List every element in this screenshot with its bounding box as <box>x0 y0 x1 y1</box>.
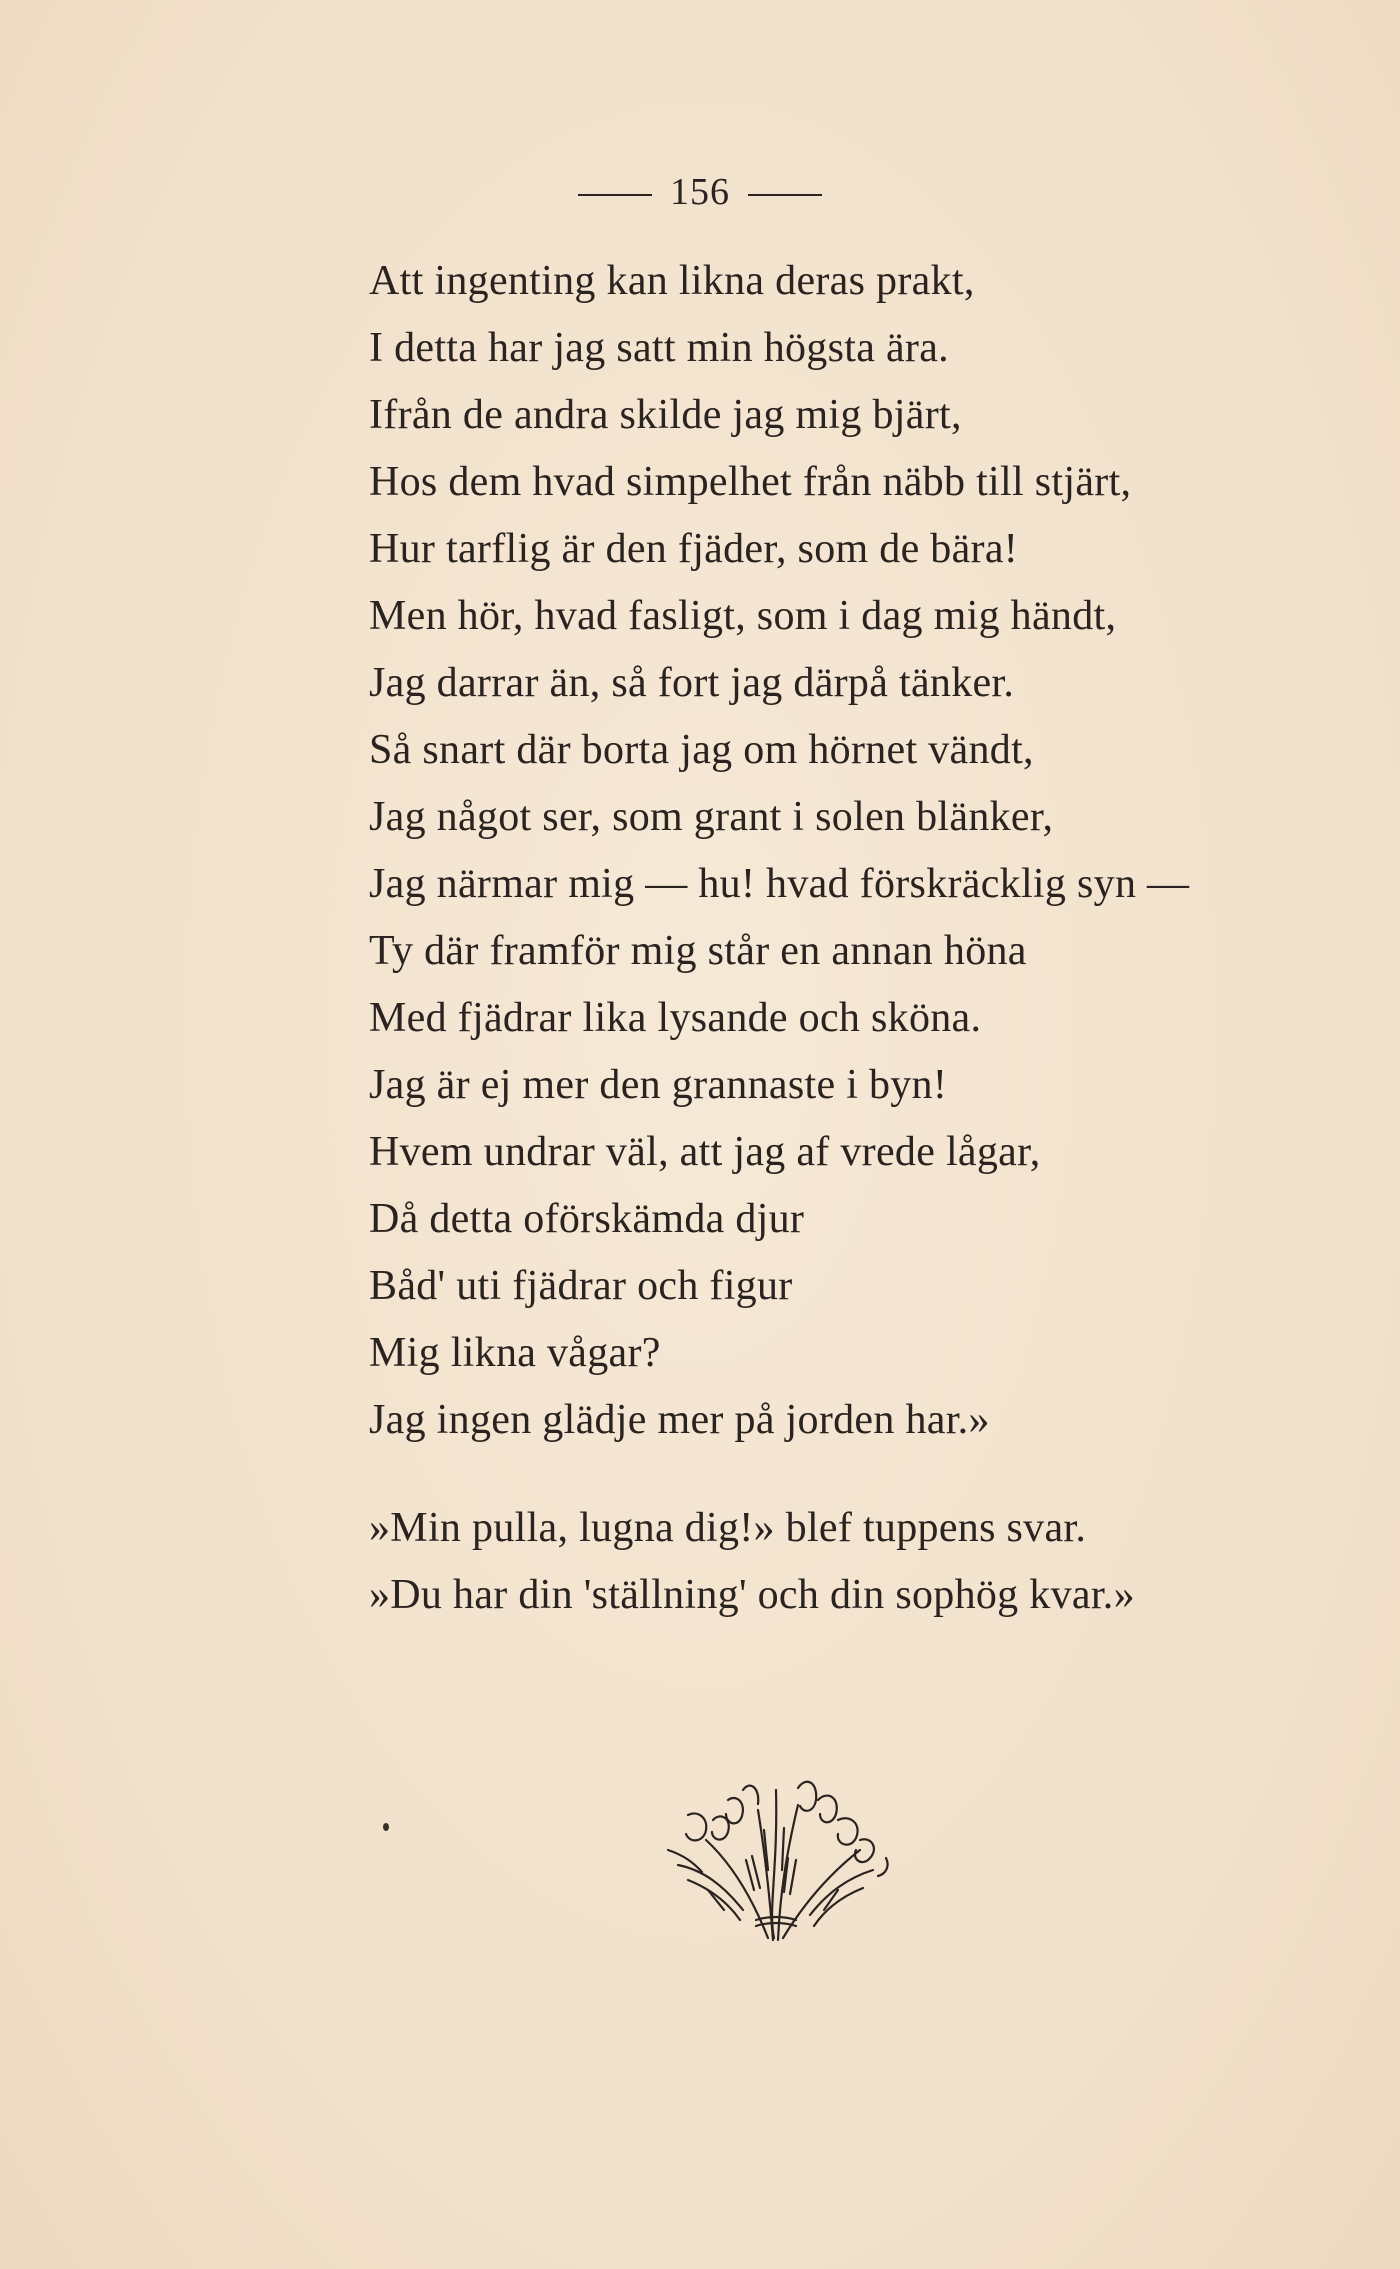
poem-line: Jag darrar än, så fort jag därpå tänker. <box>369 660 1015 706</box>
poem-stanza-1 <box>369 248 1189 1454</box>
ink-speck <box>383 1823 389 1831</box>
page-header <box>0 170 1400 214</box>
poem-line: Då detta oförskämda djur <box>369 1196 805 1242</box>
poem-line: Hos dem hvad simpelhet från näbb till stjärt, <box>369 459 1132 505</box>
page-number: 156 <box>670 171 730 213</box>
wheat-sheaf-vignette-icon <box>628 1770 918 1950</box>
poem-line: Hur tarflig är den fjäder, som de bära! <box>369 526 1019 572</box>
poem-line: Ty där framför mig står en annan höna <box>369 928 1027 974</box>
poem-line: Jag något ser, som grant i solen blänker, <box>369 794 1054 840</box>
poem-stanza-2 <box>369 1495 1135 1629</box>
poem-line: Jag närmar mig — hu! hvad förskräcklig syn — <box>369 861 1190 907</box>
poem-line: »Min pulla, lugna dig!» blef tuppens svar. <box>369 1505 1087 1551</box>
poem-line: Men hör, hvad fasligt, som i dag mig händt, <box>369 593 1117 639</box>
poem-line: I detta har jag satt min högsta ära. <box>369 325 949 371</box>
poem-line: Båd' uti fjädrar och figur <box>369 1263 793 1309</box>
header-dash-right <box>748 194 822 196</box>
poem-line: »Du har din 'ställning' och din sophög kvar.» <box>369 1572 1135 1618</box>
poem-line: Med fjädrar lika lysande och sköna. <box>369 995 982 1041</box>
poem-line: Ifrån de andra skilde jag mig bjärt, <box>369 392 962 438</box>
poem-line: Jag ingen glädje mer på jorden har.» <box>369 1397 990 1443</box>
header-dash-left <box>578 194 652 196</box>
poem-line: Jag är ej mer den grannaste i byn! <box>369 1062 948 1108</box>
poem-line: Mig likna vågar? <box>369 1330 661 1376</box>
poem-line: Att ingenting kan likna deras prakt, <box>369 258 975 304</box>
poem-line: Hvem undrar väl, att jag af vrede lågar, <box>369 1129 1041 1175</box>
poem-line: Så snart där borta jag om hörnet vändt, <box>369 727 1034 773</box>
